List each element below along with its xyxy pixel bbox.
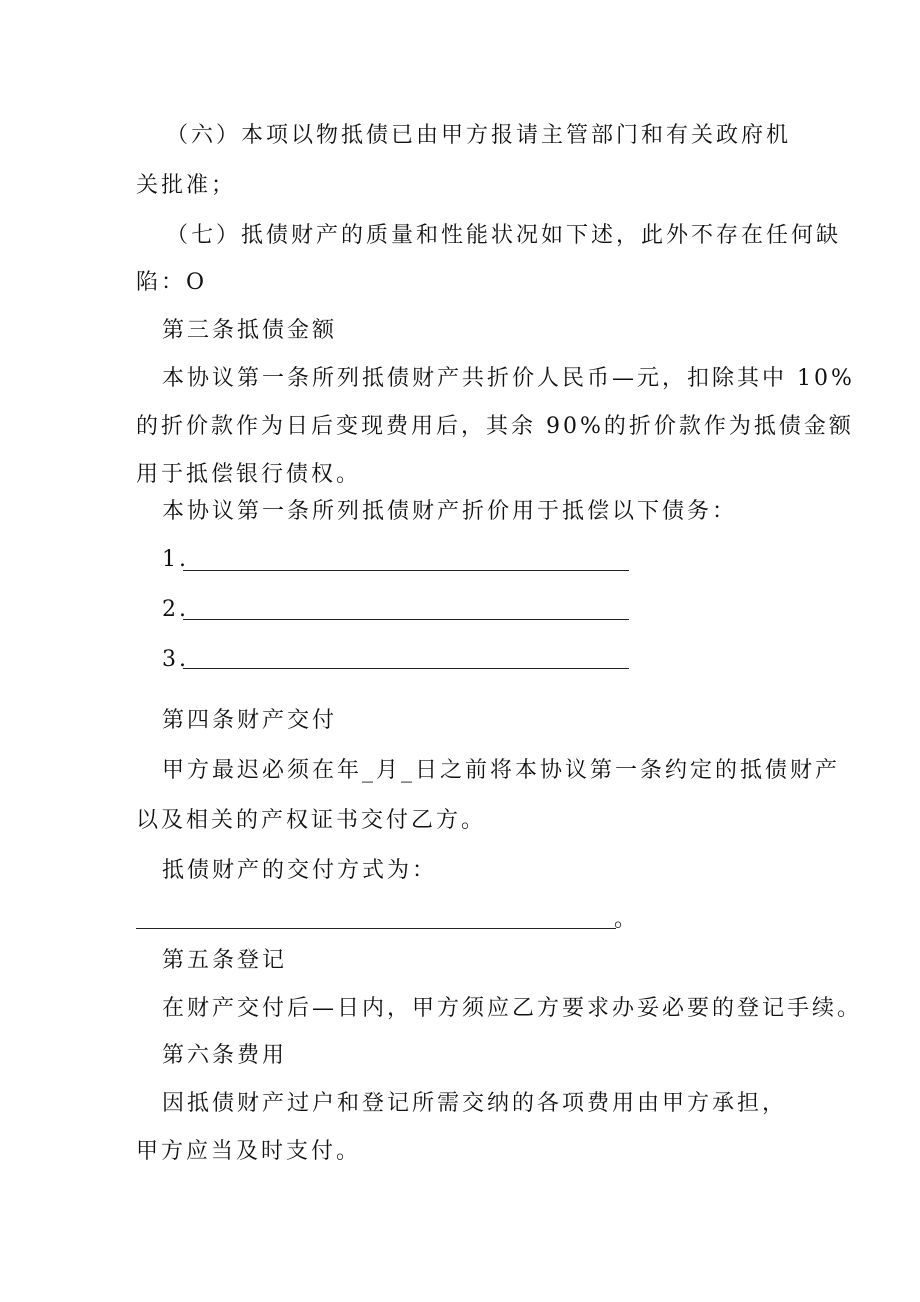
article-6-para-line-1: 因抵债财产过户和登记所需交纳的各项费用由甲方承担， [162,1091,788,1116]
article-4-heading: 第四条财产交付 [162,708,338,733]
debt-list-item-1: 1. [162,547,189,572]
article-3-heading: 第三条抵债金额 [162,318,338,343]
article-4-para-1-line-2: 以及相关的产权证书交付乙方。 [136,808,487,833]
article-3-para-2: 本协议第一条所列抵债财产折价用于抵偿以下债务： [162,499,738,524]
article-3-para-1-line-3: 用于抵偿银行债权。 [136,462,362,487]
article-5-para: 在财产交付后—日内，甲方须应乙方要求办妥必要的登记手续。 [162,996,863,1021]
delivery-method-blank [136,928,616,929]
article-4-para-2: 抵债财产的交付方式为： [162,858,438,883]
debt-list-item-3: 3. [162,647,189,672]
clause-item-7-line-2: 陷：O [136,270,208,295]
debt-list-item-2-blank [183,619,629,620]
clause-item-7-line-1: （七）抵债财产的质量和性能状况如下述，此外不存在任何缺 [166,223,842,248]
debt-list-item-3-blank [183,668,629,669]
debt-list-item-2: 2. [162,597,189,622]
article-5-heading: 第五条登记 [162,948,288,973]
clause-item-6-line-1: （六）本项以物抵债已由甲方报请主管部门和有关政府机 [166,123,792,148]
article-3-para-1-line-1: 本协议第一条所列抵债财产共折价人民币—元，扣除其中 10% [162,366,855,391]
article-6-heading: 第六条费用 [162,1043,288,1068]
delivery-method-period: 。 [614,907,640,932]
article-6-para-line-2: 甲方应当及时支付。 [136,1139,362,1164]
article-3-para-1-line-2: 的折价款作为日后变现费用后，其余 90%的折价款作为抵债金额 [136,414,854,439]
debt-list-item-1-blank [183,570,629,571]
clause-item-6-line-2: 关批准； [136,173,237,198]
article-4-para-1-line-1: 甲方最迟必须在年_月_日之前将本协议第一条约定的抵债财产 [162,758,841,783]
